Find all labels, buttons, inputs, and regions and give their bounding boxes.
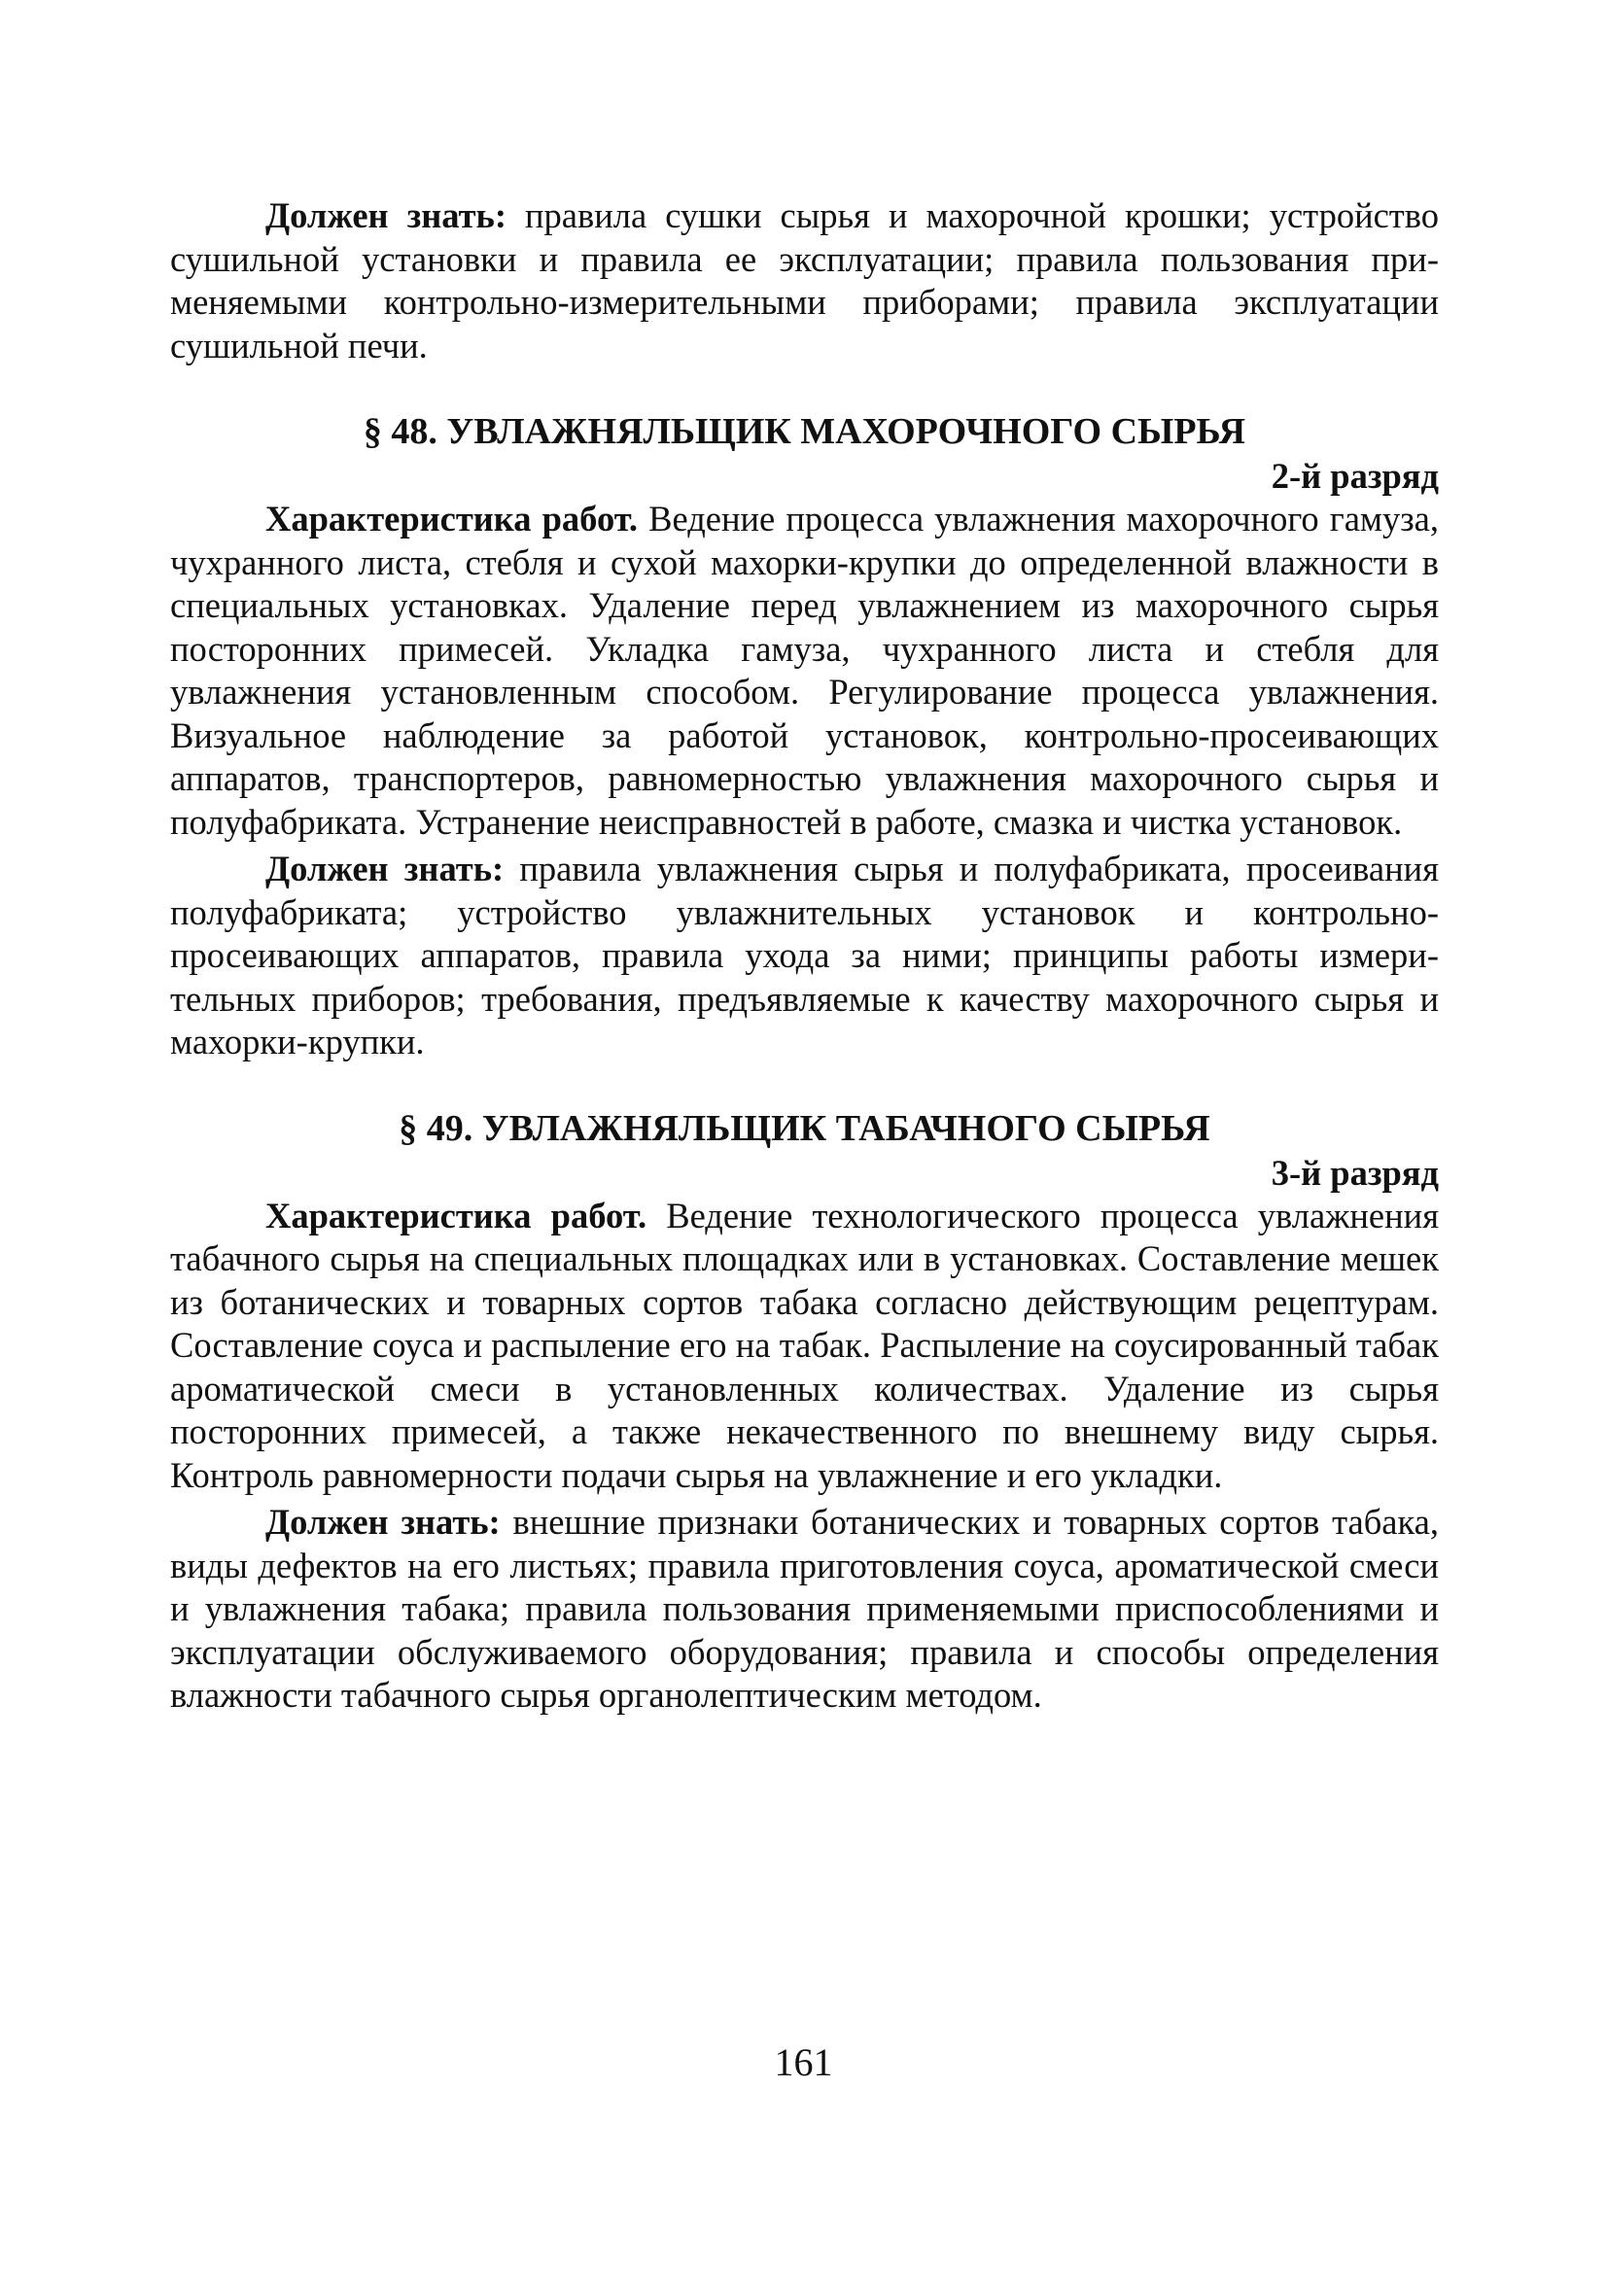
top-knowledge-paragraph — [170, 194, 1439, 367]
section-48-title: § 48. УВЛАЖНЯЛЬЩИК МАХОРОЧНОГО СЫРЬЯ — [363, 411, 1246, 452]
section-49-title: § 49. УВЛАЖНЯЛЬЩИК ТАБАЧНОГО СЫРЬЯ — [399, 1107, 1210, 1149]
section-49-grade: 3-й разряд — [1271, 1152, 1439, 1193]
page-number: 161 — [774, 2040, 833, 2084]
characteristic-label: Характеристика работ. — [265, 499, 639, 539]
knowledge-text: внешние признаки ботанических и товарных сортов табака, виды дефектов на его листьях; правила приготовления соуса, ароматической смеси и увлажнения табака; правила пользования применяемыми приспособлениями и эксплуатации обслуживаемого оборудования; правила и способы определения влажности табачного сырья органолептическим методом. — [170, 1502, 1439, 1715]
section-48-knowledge-paragraph — [170, 848, 1439, 1064]
characteristic-text: Ведение процесса увлажнения махорочного гамуза, чухранного листа, стебля и сухой махорки-крупки до определенной влажности в специальных установках. Удаление перед увлажнением из махорочного сырья посторонних примесей. Укладка гамуза, чухранного листа и стебля для увлажнения установленным способом. Регулирование процесса увлажнения. Визуальное наблюдение за работой установок, контрольно-просеивающих аппаратов, транспортеров, равномерностью увлажнения махорочного сырья и полуфабриката. Устранение неисправностей в работе, смазка и чистка установок. — [170, 499, 1439, 842]
section-48-characteristic-paragraph — [170, 498, 1439, 844]
knowledge-label: Должен знать: — [265, 1502, 501, 1542]
knowledge-text: правила увлажнения сырья и полуфабриката, просеивания полуфабриката; устройство увлажнительных установок и контрольно-просеивающих аппаратов, правила ухода за ними; принципы работы измерительных приборов; требования, предъявляемые к качеству махорочного сырья и махорки-крупки. — [170, 849, 1439, 1061]
section-48-grade: 2-й разряд — [1271, 456, 1439, 496]
section-49-characteristic-paragraph — [170, 1195, 1439, 1498]
characteristic-label: Характеристика работ. — [265, 1195, 647, 1235]
knowledge-label: Должен знать: — [265, 849, 505, 888]
text-column — [170, 194, 1439, 1718]
characteristic-text: Ведение технологического процесса увлажнения табачного сырья на специальных площадках или в установках. Составление мешек из ботанических и товарных сортов табака согласно действующим рецептурам. Составление соуса и распыление его на табак. Распыление на соусированный табак ароматической смеси в установленных количествах. Удаление из сырья посторонних примесей, а также некачественного по внешнему виду сырья. Контроль равномерности подачи сырья на увлажнение и его укладки. — [170, 1195, 1439, 1495]
knowledge-label: Должен знать: — [265, 195, 507, 235]
knowledge-text: правила сушки сырья и махорочной крошки; устройство сушильной установки и правила ее эксплуатации; правила пользования применяемыми контрольно-измерительными приборами; правила эксплуатации сушильной печи. — [170, 195, 1439, 365]
section-49-knowledge-paragraph — [170, 1501, 1439, 1718]
